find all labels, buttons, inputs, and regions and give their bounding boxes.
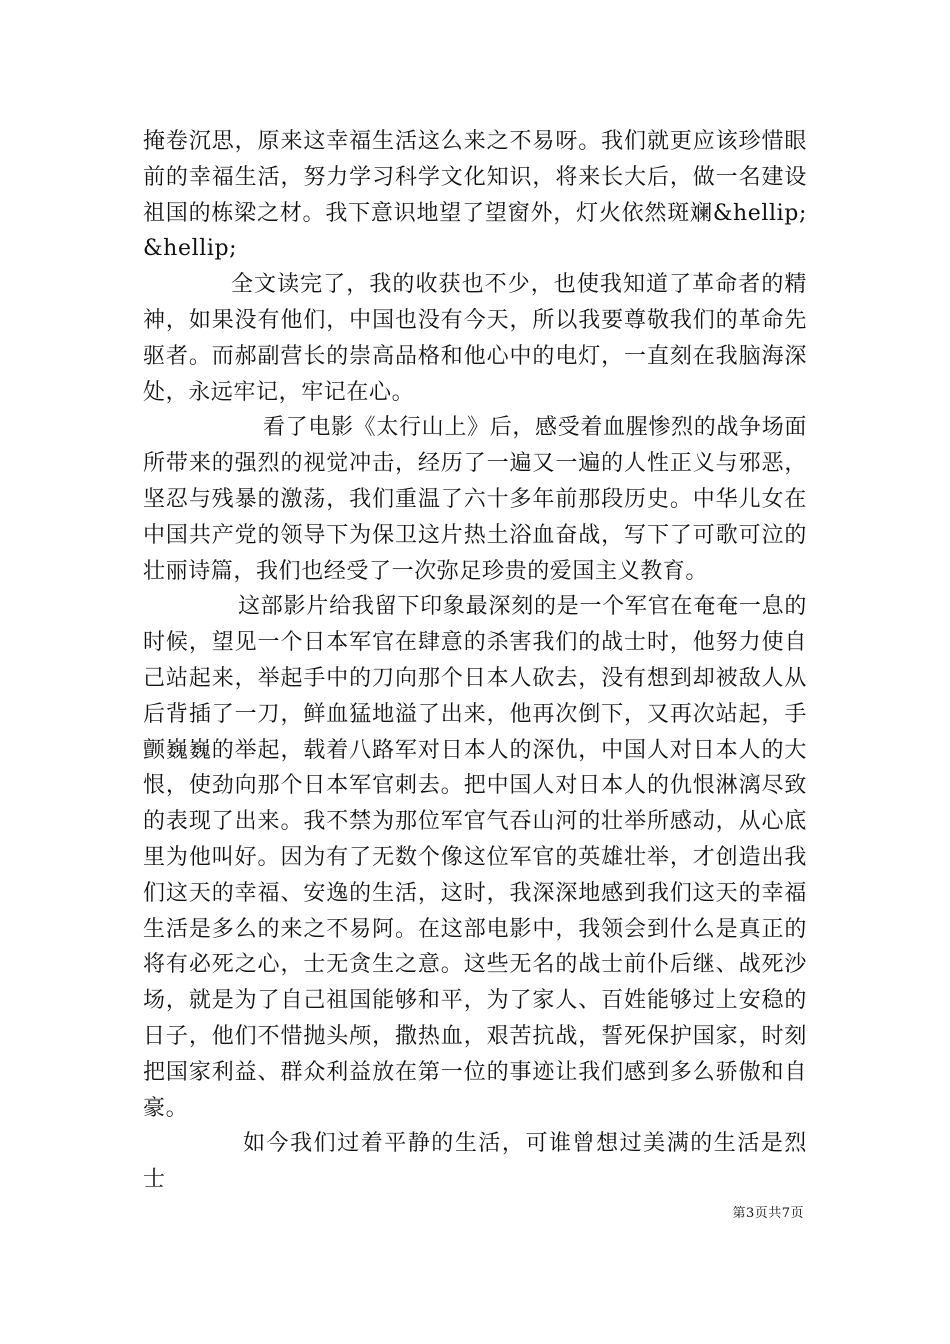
- document-body: [143, 124, 807, 1198]
- paragraph-3: 看了电影《太行山上》后，感受着血腥惨烈的战争场面所带来的强烈的视觉冲击，经历了一遍又一遍的人性正义与邪恶，坚忍与残暴的激荡，我们重温了六十多年前那段历史。中华儿女在中国共产党的领导下为保卫这片热土浴血奋战，写下了可歌可泣的壮丽诗篇，我们也经受了一次弥足珍贵的爱国主义教育。: [143, 415, 807, 584]
- page-number-footer: 第3页共7页: [732, 1206, 804, 1221]
- paragraph-5: 如今我们过着平静的生活，可谁曾想过美满的生活是烈士: [143, 1131, 807, 1193]
- paragraph-4: 这部影片给我留下印象最深刻的是一个军官在奄奄一息的时候，望见一个日本军官在肆意的杀害我们的战士时，他努力使自己站起来，举起手中的刀向那个日本人砍去，没有想到却被敌人从后背插了一刀，鲜血猛地溢了出来，他再次倒下，又再次站起，手颤巍巍的举起，载着八路军对日本人的深仇，中国人对日本人的大恨，使劲向那个日本军官刺去。把中国人对日本人的仇恨淋漓尽致的表现了出来。我不禁为那位军官气吞山河的壮举所感动，从心底里为他叫好。因为有了无数个像这位军官的英雄壮举，才创造出我们这天的幸福、安逸的生活，这时，我深深地感到我们这天的幸福生活是多么的来之不易阿。在这部电影中，我领会到什么是真正的将有必死之心，士无贪生之意。这些无名的战士前仆后继、战死沙场，就是为了自己祖国能够和平，为了家人、百姓能够过上安稳的日子，他们不惜抛头颅，撒热血，艰苦抗战，誓死保护国家，时刻把国家利益、群众利益放在第一位的事迹让我们感到多么骄傲和自豪。: [143, 594, 807, 1121]
- paragraph-1: 掩卷沉思，原来这幸福生活这么来之不易呀。我们就更应该珍惜眼前的幸福生活，努力学习科学文化知识，将来长大后，做一名建设祖国的栋梁之材。我下意识地望了望窗外，灯火依然斑斓&hellip;&hellip;: [143, 129, 807, 262]
- paragraph-2: 全文读完了，我的收获也不少，也使我知道了革命者的精神，如果没有他们，中国也没有今天，所以我要尊敬我们的革命先驱者。而郝副营长的崇高品格和他心中的电灯，一直刻在我脑海深处，永远牢记，牢记在心。: [143, 272, 807, 405]
